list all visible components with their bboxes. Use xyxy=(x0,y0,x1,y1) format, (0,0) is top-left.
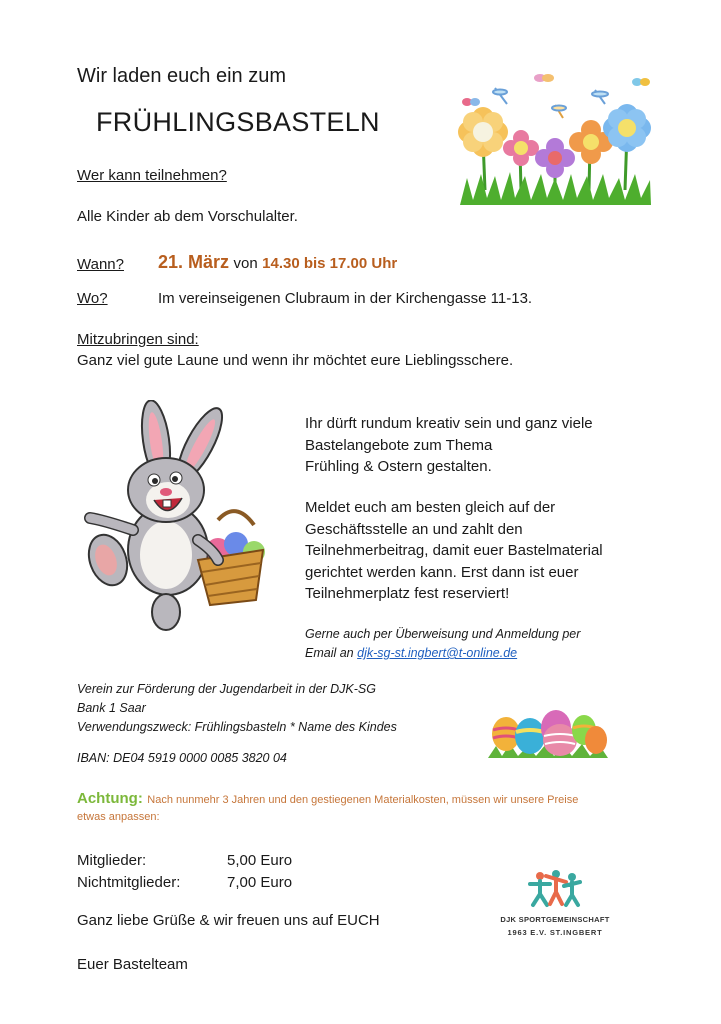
butterfly-icon xyxy=(462,74,650,106)
registration-note xyxy=(305,625,580,663)
notice-text-line-2: etwas anpassen: xyxy=(77,811,160,823)
price-row xyxy=(77,872,292,894)
note-prefix: Email an xyxy=(305,646,354,660)
info-line: gerichtet werden kann. Erst dann ist euer xyxy=(305,563,579,581)
easter-basket-icon xyxy=(198,511,265,605)
info-line: Ihr dürft rundum kreativ sein und ganz viele xyxy=(305,415,593,432)
dragonfly-icon xyxy=(493,88,608,118)
bank-details xyxy=(77,680,397,737)
price-notice xyxy=(77,791,657,825)
info-line: Frühling & Ostern gestalten. xyxy=(305,458,492,475)
info-line: Geschäftsstelle an und zahlt den xyxy=(305,520,523,538)
event-date: 21. März xyxy=(158,252,230,272)
page-title: FRÜHLINGSBASTELN xyxy=(96,107,380,137)
closing-signature: Euer Bastelteam xyxy=(77,956,188,973)
bank-line-2: Bank 1 Saar xyxy=(77,701,146,715)
when-details xyxy=(158,252,397,273)
club-logo xyxy=(496,868,614,937)
price-label: Mitglieder: xyxy=(77,852,147,869)
info-line: Bastelangebote zum Thema xyxy=(305,436,493,454)
easter-egg-icon xyxy=(492,710,607,756)
from-word: von xyxy=(233,255,258,272)
club-logo-figures-icon xyxy=(520,868,590,908)
price-value: 5,00 Euro xyxy=(227,852,293,869)
price-list xyxy=(77,850,292,894)
bank-line-1: Verein zur Förderung der Jugendarbeit in der DJK-SG xyxy=(77,682,376,696)
notice-colon: : xyxy=(137,790,143,807)
info-line: Teilnehmerplatz fest reserviert! xyxy=(305,585,510,602)
price-value: 7,00 Euro xyxy=(227,874,293,891)
event-time: 14.30 bis 17.00 Uhr xyxy=(262,255,398,272)
closing-greeting: Ganz liebe Grüße & wir freuen uns auf EUCH xyxy=(77,912,380,929)
email-link[interactable]: djk-sg-st.ingbert@t-online.de xyxy=(357,646,518,660)
bring-label: Mitzubringen sind: xyxy=(77,331,199,348)
notice-text-line-1: Nach nunmehr 3 Jahren und den gestiegenen Materialkosten, müssen wir unsere Preise xyxy=(147,794,579,806)
who-label: Wer kann teilnehmen? xyxy=(77,167,227,184)
where-label: Wo? xyxy=(77,290,108,307)
iban-text: IBAN: DE04 5919 0000 0085 3820 04 xyxy=(77,751,287,765)
info-paragraph-2 xyxy=(305,497,603,605)
bring-answer: Ganz viel gute Laune und wenn ihr möchtet eure Lieblingsschere. xyxy=(77,352,514,369)
easter-eggs-illustration xyxy=(488,706,610,762)
logo-line-1: DJK SPORTGEMEINSCHAFT xyxy=(500,915,610,924)
info-line: Teilnehmerbeitrag, damit euer Bastelmaterial xyxy=(305,542,603,559)
price-label: Nichtmitglieder: xyxy=(77,874,181,891)
logo-line-2: 1963 E.V. ST.INGBERT xyxy=(507,928,603,937)
spring-flowers-illustration xyxy=(455,70,655,210)
flower-icon xyxy=(458,104,651,178)
where-answer: Im vereinseigenen Clubraum in der Kirchengasse 11-13. xyxy=(158,290,533,307)
info-line: Meldet euch am besten gleich auf der xyxy=(305,499,556,516)
when-label: Wann? xyxy=(77,256,124,273)
info-paragraph-1 xyxy=(305,413,593,478)
note-line-1: Gerne auch per Überweisung und Anmeldung per xyxy=(305,627,581,641)
easter-bunny-illustration xyxy=(78,400,268,640)
bank-line-3: Verwendungszweck: Frühlingsbasteln * Name des Kindes xyxy=(77,720,397,734)
price-row xyxy=(77,850,292,872)
intro-text: Wir laden euch ein zum xyxy=(77,65,286,87)
who-answer: Alle Kinder ab dem Vorschulalter. xyxy=(77,208,298,225)
note-line-2 xyxy=(305,644,580,663)
notice-label: Achtung xyxy=(77,790,138,807)
